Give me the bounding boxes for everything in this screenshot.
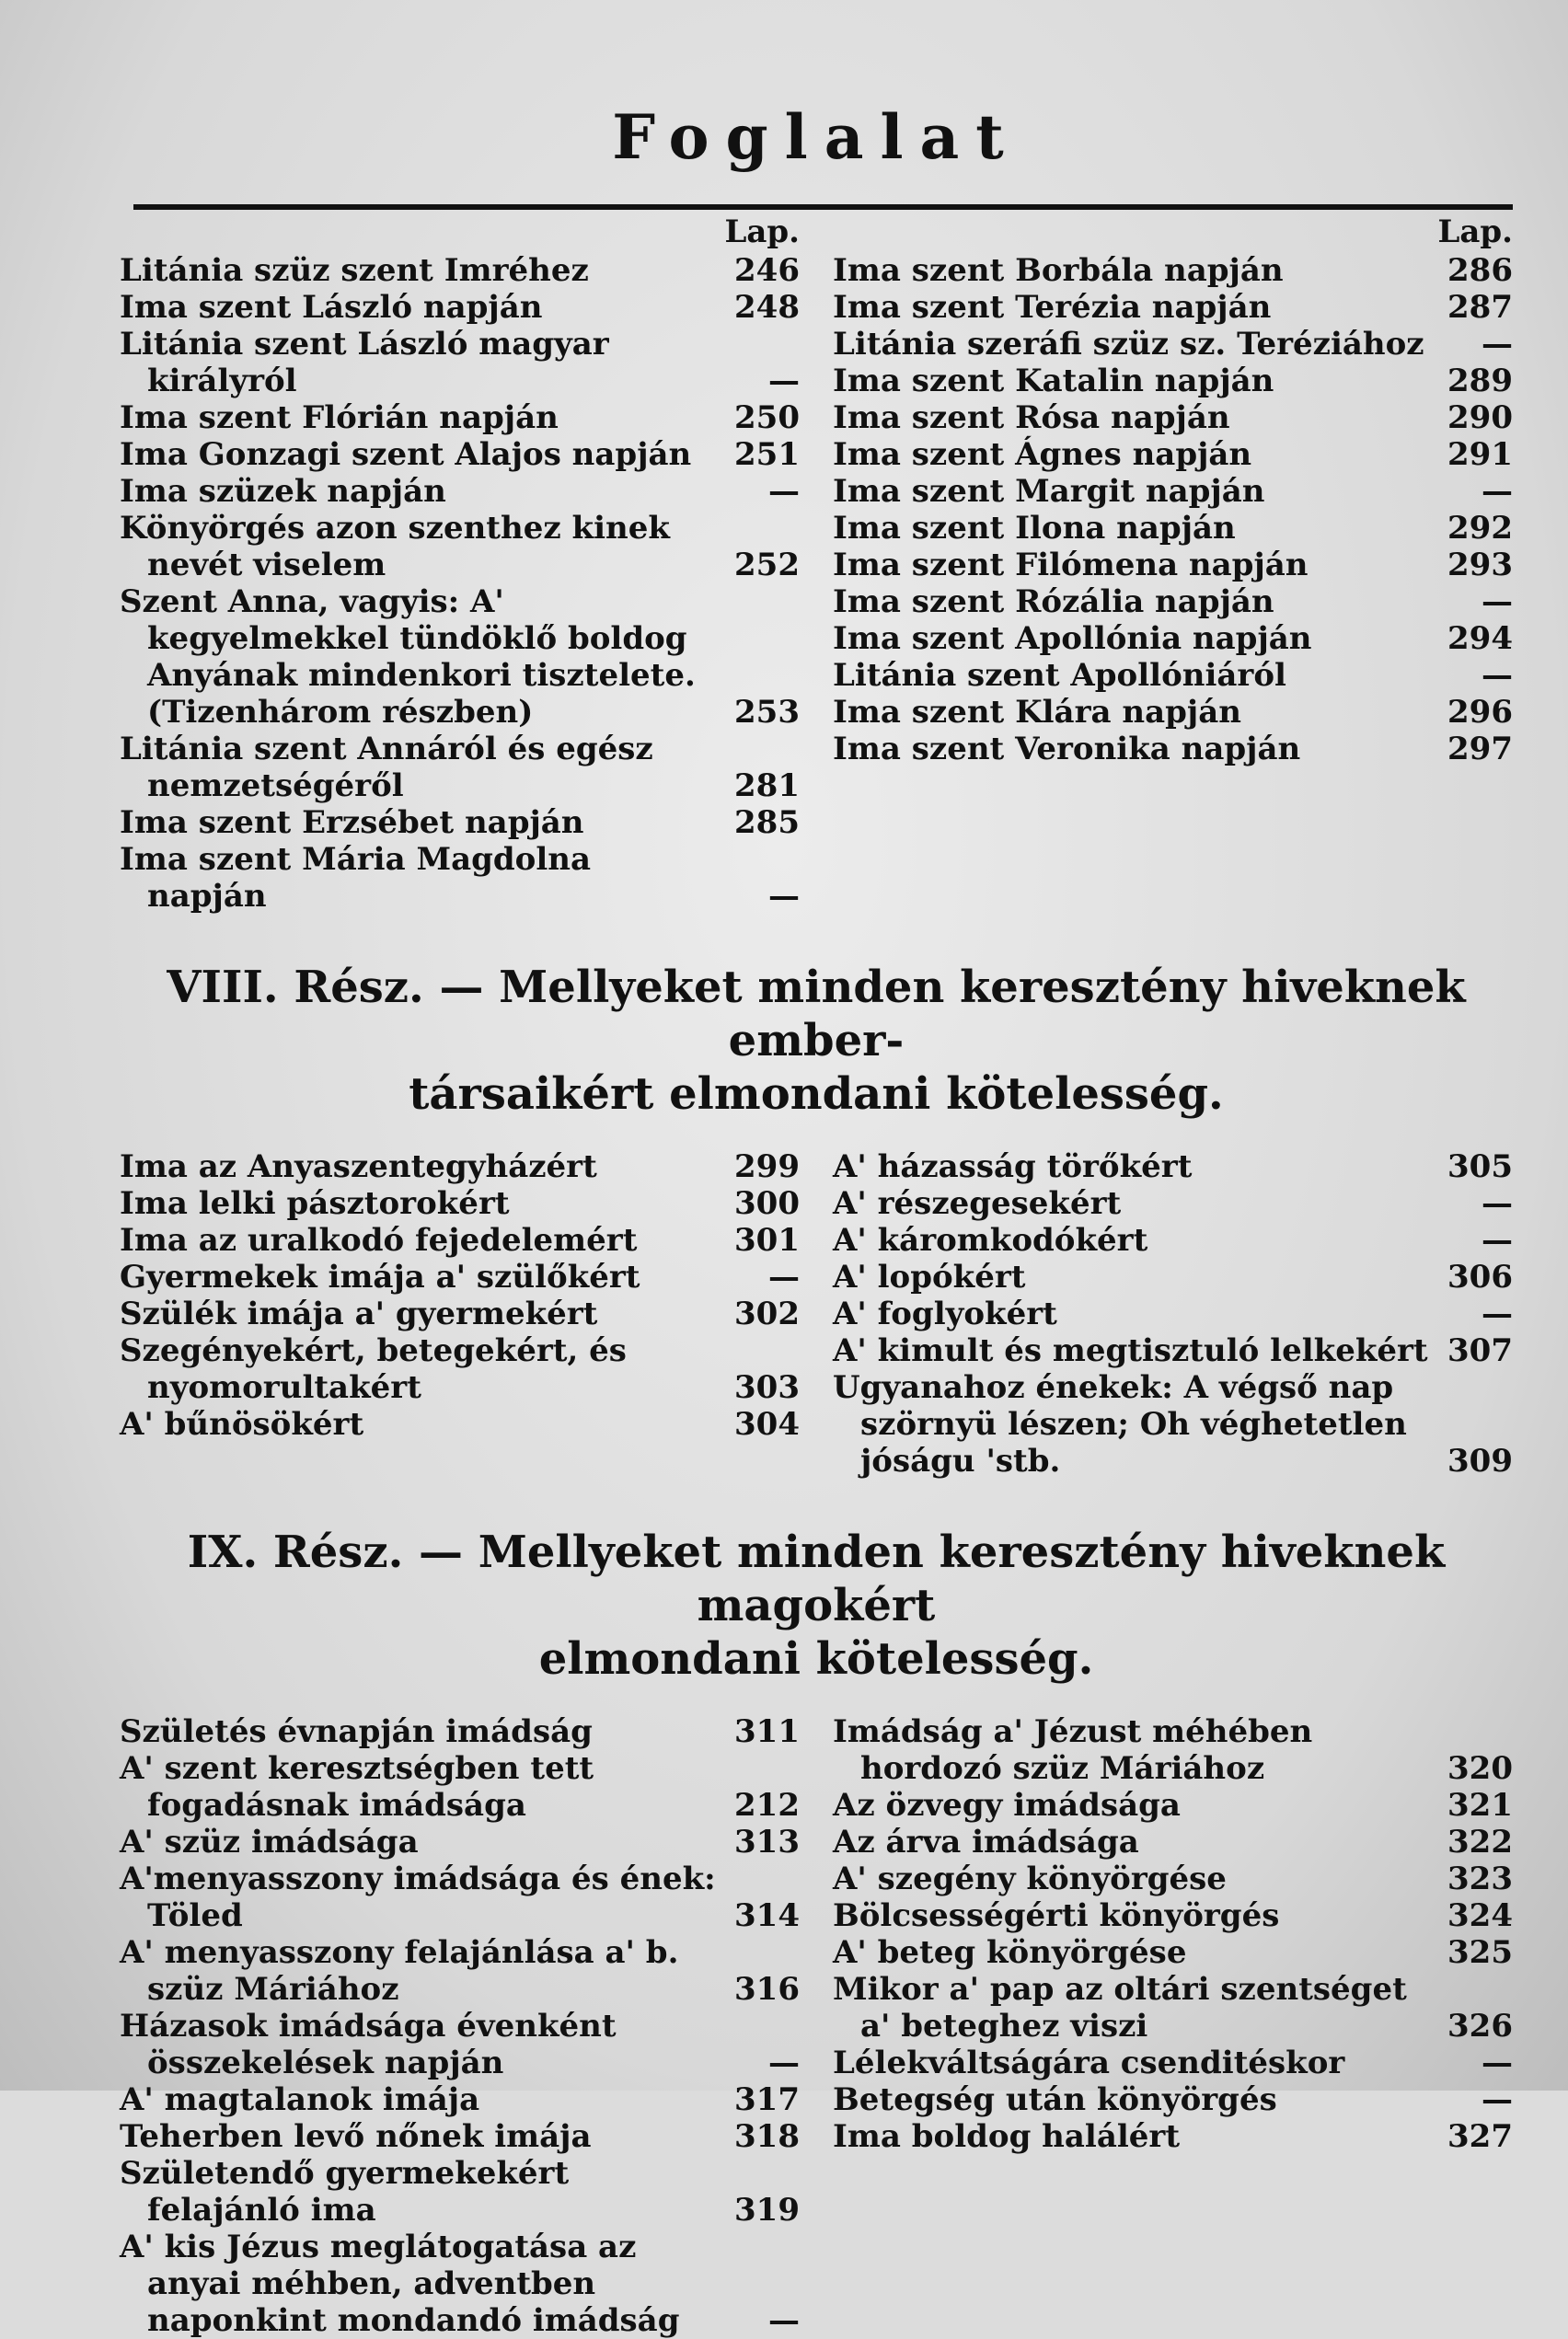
section-8-line1: VIII. Rész. — Mellyeket minden keresztény hiveknek ember-: [167, 962, 1466, 1066]
entry-page-number: 305: [1447, 1148, 1513, 1185]
entry-page-number: 299: [734, 1148, 800, 1185]
toc-entry: [120, 2155, 800, 2229]
toc-list: [833, 1713, 1513, 2155]
entry-page-number: —: [1482, 473, 1513, 510]
toc-entry: [120, 583, 800, 731]
toc-entry: [833, 657, 1513, 694]
toc-entry: [833, 1861, 1513, 1897]
entry-page-number: 306: [1447, 1259, 1513, 1296]
entry-page-number: 320: [1447, 1750, 1513, 1787]
entry-page-number: 290: [1447, 399, 1513, 436]
entry-page-number: —: [768, 473, 800, 510]
top-columns: [120, 213, 1513, 915]
entry-page-number: 319: [734, 2192, 800, 2229]
toc-entry: [833, 1713, 1513, 1787]
toc-entry: [833, 436, 1513, 473]
entry-page-number: —: [1482, 1296, 1513, 1332]
toc-entry: [120, 1296, 800, 1332]
toc-entry: [120, 1259, 800, 1296]
entry-page-number: 285: [734, 804, 800, 841]
top-left-column: [120, 213, 800, 915]
entry-title: A' lopókért: [833, 1259, 1026, 1296]
toc-entry: [120, 841, 800, 915]
toc-entry: [833, 583, 1513, 620]
entry-page-number: 301: [734, 1222, 800, 1259]
toc-entry: [833, 326, 1513, 363]
section-8-line2: társaikért elmondani kötelesség.: [409, 1068, 1224, 1120]
toc-entry: [833, 2045, 1513, 2081]
entry-title: A' káromkodókért: [833, 1222, 1148, 1259]
toc-entry: [833, 1148, 1513, 1185]
entry-title: Ima szent Katalin napján: [833, 363, 1274, 399]
toc-entry: [833, 1369, 1513, 1480]
entry-title: Ima szent Flórián napján: [120, 399, 559, 436]
entry-page-number: 327: [1447, 2118, 1513, 2155]
entry-title: Könyörgés azon szenthez kinek nevét viselem: [120, 510, 670, 583]
entry-page-number: —: [768, 2302, 800, 2339]
toc-entry: [833, 289, 1513, 326]
lap-label: Lap.: [724, 213, 800, 250]
toc-entry: [833, 1259, 1513, 1296]
toc-entry: [120, 731, 800, 804]
entry-page-number: 287: [1447, 289, 1513, 326]
toc-list: [120, 252, 800, 915]
entry-page-number: —: [1482, 583, 1513, 620]
toc-entry: [833, 399, 1513, 436]
toc-entry: [120, 399, 800, 436]
entry-page-number: 251: [734, 436, 800, 473]
entry-title: A' szüz imádsága: [120, 1824, 419, 1861]
entry-page-number: —: [1482, 326, 1513, 363]
entry-title: A' menyasszony felajánlása a' b. szüz Máriához: [120, 1934, 679, 2008]
entry-title: Ima szent Margit napján: [833, 473, 1265, 510]
toc-entry: [833, 473, 1513, 510]
entry-page-number: 250: [734, 399, 800, 436]
entry-title: Szent Anna, vagyis: A' kegyelmekkel tündöklő boldog Anyának mindenkori tisztelete. (Tizenhárom részben): [120, 583, 696, 731]
toc-entry: [120, 2008, 800, 2081]
entry-title: Ima boldog halálért: [833, 2118, 1181, 2155]
toc-entry: [833, 363, 1513, 399]
entry-page-number: —: [1482, 2081, 1513, 2118]
entry-page-number: 303: [734, 1369, 800, 1406]
entry-page-number: 289: [1447, 363, 1513, 399]
entry-page-number: 313: [734, 1824, 800, 1861]
entry-page-number: 212: [734, 1787, 800, 1824]
entry-page-number: 304: [734, 1406, 800, 1443]
toc-entry: [120, 1824, 800, 1861]
entry-title: Litánia szent Apollóniáról: [833, 657, 1286, 694]
entry-title: Mikor a' pap az oltári szentséget a' beteghez viszi: [833, 1971, 1407, 2045]
toc-entry: [833, 1824, 1513, 1861]
entry-page-number: 316: [734, 1971, 800, 2008]
entry-title: A' kis Jézus meglátogatása az anyai méhben, adventben naponkint mondandó imádság: [120, 2229, 680, 2339]
entry-page-number: —: [1482, 2045, 1513, 2081]
entry-title: Litánia szent László magyar királyról: [120, 326, 609, 399]
toc-list: [120, 1713, 800, 2339]
entry-page-number: 246: [734, 252, 800, 289]
entry-title: Ima szent Mária Magdolna napján: [120, 841, 592, 915]
toc-entry: [833, 2118, 1513, 2155]
toc-entry: [833, 1222, 1513, 1259]
toc-entry: [833, 1971, 1513, 2045]
entry-title: Ima az uralkodó fejedelemért: [120, 1222, 638, 1259]
entry-title: Ima szüzek napján: [120, 473, 446, 510]
toc-entry: [833, 1332, 1513, 1369]
toc-entry: [120, 1148, 800, 1185]
toc-entry: [120, 2118, 800, 2155]
toc-entry: [120, 252, 800, 289]
entry-title: Ima szent Veronika napján: [833, 731, 1301, 767]
entry-title: Ima szent Klára napján: [833, 694, 1241, 731]
entry-title: Ima az Anyaszentegyházért: [120, 1148, 597, 1185]
entry-page-number: —: [1482, 1222, 1513, 1259]
toc-entry: [120, 473, 800, 510]
toc-entry: [120, 510, 800, 583]
entry-title: Ima szent Rózália napján: [833, 583, 1274, 620]
entry-title: Az özvegy imádsága: [833, 1787, 1181, 1824]
toc-entry: [120, 804, 800, 841]
section-9-columns: [120, 1713, 1513, 2339]
entry-title: Gyermekek imája a' szülőkért: [120, 1259, 640, 1296]
entry-page-number: 311: [734, 1713, 800, 1750]
entry-title: Ima szent László napján: [120, 289, 543, 326]
entry-title: Ima Gonzagi szent Alajos napján: [120, 436, 692, 473]
entry-title: A' kimult és megtisztuló lelkekért: [833, 1332, 1428, 1369]
toc-entry: [833, 1296, 1513, 1332]
entry-title: Ugyanahoz énekek: A végső nap szörnyü lészen; Oh véghetetlen jóságu 'stb.: [833, 1369, 1407, 1480]
entry-title: Betegség után könyörgés: [833, 2081, 1277, 2118]
entry-page-number: 297: [1447, 731, 1513, 767]
toc-entry: [833, 510, 1513, 547]
toc-entry: [833, 2081, 1513, 2118]
entry-title: Ima szent Ágnes napján: [833, 436, 1252, 473]
section-9-right: [833, 1713, 1513, 2339]
top-right-column: [833, 213, 1513, 915]
entry-page-number: 325: [1447, 1934, 1513, 1971]
toc-entry: [120, 2081, 800, 2118]
entry-title: A' foglyokért: [833, 1296, 1057, 1332]
entry-page-number: 314: [734, 1897, 800, 1934]
toc-entry: [833, 1787, 1513, 1824]
entry-title: Imádság a' Jézust méhében hordozó szüz Máriához: [833, 1713, 1313, 1787]
section-9-heading: [120, 1526, 1513, 1686]
entry-page-number: 248: [734, 289, 800, 326]
entry-page-number: 253: [734, 694, 800, 731]
section-8-right: [833, 1148, 1513, 1480]
entry-page-number: —: [768, 878, 800, 915]
entry-page-number: 302: [734, 1296, 800, 1332]
entry-page-number: —: [1482, 657, 1513, 694]
entry-page-number: 317: [734, 2081, 800, 2118]
entry-title: Ima szent Terézia napján: [833, 289, 1272, 326]
entry-title: Ima lelki pásztorokért: [120, 1185, 510, 1222]
entry-page-number: 291: [1447, 436, 1513, 473]
entry-title: Házasok imádsága évenként összekelések napján: [120, 2008, 617, 2081]
toc-entry: [833, 547, 1513, 583]
entry-page-number: 324: [1447, 1897, 1513, 1934]
section-8-heading: [120, 961, 1513, 1121]
toc-list: [833, 252, 1513, 767]
section-8-columns: [120, 1148, 1513, 1480]
entry-page-number: 307: [1447, 1332, 1513, 1369]
page-title: Foglalat: [612, 101, 1020, 173]
toc-list: [120, 1148, 800, 1443]
entry-title: Szegényekért, betegekért, és nyomorultakért: [120, 1332, 627, 1406]
entry-title: Az árva imádsága: [833, 1824, 1139, 1861]
toc-entry: [120, 1934, 800, 2008]
toc-entry: [833, 1934, 1513, 1971]
entry-title: A' beteg könyörgése: [833, 1934, 1187, 1971]
lap-label: Lap.: [1437, 213, 1513, 250]
toc-entry: [833, 252, 1513, 289]
toc-entry: [833, 1897, 1513, 1934]
entry-page-number: 322: [1447, 1824, 1513, 1861]
entry-title: A' szent keresztségben tett fogadásnak imádsága: [120, 1750, 594, 1824]
entry-page-number: —: [768, 2045, 800, 2081]
entry-page-number: 321: [1447, 1787, 1513, 1824]
entry-title: Születendő gyermekekért felajánló ima: [120, 2155, 570, 2229]
entry-title: Ima szent Ilona napján: [833, 510, 1236, 547]
toc-entry: [120, 436, 800, 473]
toc-entry: [120, 1750, 800, 1824]
entry-page-number: 252: [734, 547, 800, 583]
entry-title: A' magtalanok imája: [120, 2081, 480, 2118]
entry-title: Ima szent Borbála napján: [833, 252, 1284, 289]
toc-entry: [833, 731, 1513, 767]
entry-page-number: 326: [1447, 2008, 1513, 2045]
entry-title: Lélekváltságára csenditéskor: [833, 2045, 1345, 2081]
entry-page-number: 281: [734, 767, 800, 804]
entry-page-number: —: [1482, 1185, 1513, 1222]
entry-title: Litánia szüz szent Imréhez: [120, 252, 589, 289]
entry-title: Ima szent Apollónia napján: [833, 620, 1312, 657]
toc-entry: [120, 1713, 800, 1750]
section-9-line1: IX. Rész. — Mellyeket minden keresztény hiveknek magokért: [187, 1527, 1446, 1631]
entry-title: Születés évnapján imádság: [120, 1713, 593, 1750]
entry-title: A' házasság törőkért: [833, 1148, 1193, 1185]
entry-page-number: 294: [1447, 620, 1513, 657]
entry-page-number: 318: [734, 2118, 800, 2155]
toc-entry: [120, 289, 800, 326]
toc-entry: [833, 620, 1513, 657]
entry-page-number: 323: [1447, 1861, 1513, 1897]
entry-page-number: 286: [1447, 252, 1513, 289]
toc-list: [833, 1148, 1513, 1480]
entry-page-number: 300: [734, 1185, 800, 1222]
entry-title: Szülék imája a' gyermekért: [120, 1296, 598, 1332]
toc-entry: [833, 694, 1513, 731]
entry-title: A' részegesekért: [833, 1185, 1122, 1222]
entry-page-number: 296: [1447, 694, 1513, 731]
entry-title: Litánia szent Annáról és egész nemzetségéről: [120, 731, 653, 804]
entry-title: Teherben levő nőnek imája: [120, 2118, 592, 2155]
section-8-left: [120, 1148, 800, 1480]
toc-entry: [120, 1406, 800, 1443]
entry-title: A' bűnösökért: [120, 1406, 364, 1443]
toc-entry: [120, 1332, 800, 1406]
entry-title: Ima szent Rósa napján: [833, 399, 1230, 436]
section-9-line2: elmondani kötelesség.: [538, 1633, 1094, 1685]
toc-entry: [120, 1222, 800, 1259]
entry-title: Ima szent Filómena napján: [833, 547, 1309, 583]
toc-entry: [120, 2229, 800, 2339]
toc-entry: [833, 1185, 1513, 1222]
entry-page-number: 293: [1447, 547, 1513, 583]
entry-title: Bölcsességérti könyörgés: [833, 1897, 1280, 1934]
entry-title: Litánia szeráfi szüz sz. Teréziához: [833, 326, 1424, 363]
entry-page-number: —: [768, 1259, 800, 1296]
entry-page-number: —: [768, 363, 800, 399]
entry-title: A'menyasszony imádsága és ének: Töled: [120, 1861, 716, 1934]
toc-entry: [120, 1861, 800, 1934]
toc-entry: [120, 326, 800, 399]
entry-page-number: 292: [1447, 510, 1513, 547]
toc-entry: [120, 1185, 800, 1222]
section-9-left: [120, 1713, 800, 2339]
entry-page-number: 309: [1447, 1443, 1513, 1480]
title-rule: [133, 204, 1513, 210]
entry-title: A' szegény könyörgése: [833, 1861, 1227, 1897]
entry-title: Ima szent Erzsébet napján: [120, 804, 584, 841]
